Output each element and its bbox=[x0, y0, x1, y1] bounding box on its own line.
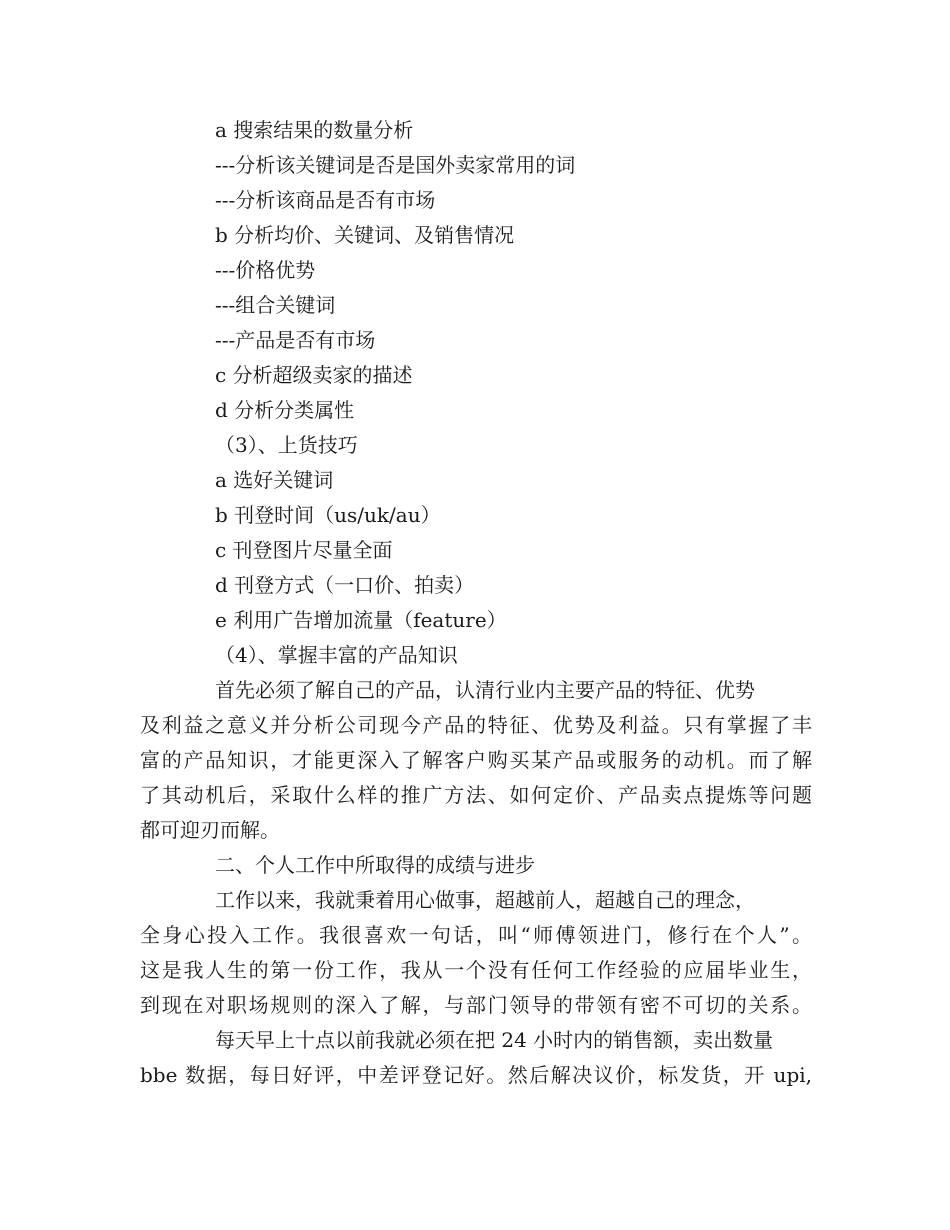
outline-item: d 分析分类属性 bbox=[215, 398, 355, 422]
paragraph-line: 首先必须了解自己的产品，认清行业内主要产品的特征、优势 bbox=[215, 678, 755, 702]
paragraph-line: 全身心投入工作。我很喜欢一句话，叫“师傅领进门，修行在个人”。 bbox=[140, 923, 812, 947]
paragraph-line: 及利益之意义并分析公司现今产品的特征、优势及利益。只有掌握了丰 bbox=[140, 713, 812, 737]
outline-item: ---组合关键词 bbox=[215, 293, 336, 317]
paragraph-line: 了其动机后，采取什么样的推广方法、如何定价、产品卖点提炼等问题 bbox=[140, 783, 812, 807]
outline-item: ---分析该关键词是否是国外卖家常用的词 bbox=[215, 153, 576, 177]
outline-item: c 分析超级卖家的描述 bbox=[215, 363, 413, 387]
outline-item: a 选好关键词 bbox=[215, 468, 334, 492]
outline-item: c 刊登图片尽量全面 bbox=[215, 538, 393, 562]
paragraph-line: 都可迎刃而解。 bbox=[140, 818, 280, 842]
subsection-heading: （3）、上货技巧 bbox=[215, 433, 358, 457]
outline-item: a 搜索结果的数量分析 bbox=[215, 118, 414, 142]
outline-item: b 刊登时间（us/uk/au） bbox=[215, 503, 441, 527]
outline-item: d 刊登方式（一口价、拍卖） bbox=[215, 573, 475, 597]
outline-item: e 利用广告增加流量（feature） bbox=[215, 608, 507, 632]
paragraph-line: 这是我人生的第一份工作，我从一个没有任何工作经验的应届毕业生， bbox=[140, 958, 812, 982]
outline-item: ---分析该商品是否有市场 bbox=[215, 188, 436, 212]
subsection-heading: （4）、掌握丰富的产品知识 bbox=[215, 643, 458, 667]
paragraph-line: 工作以来，我就秉着用心做事，超越前人，超越自己的理念， bbox=[215, 888, 755, 912]
paragraph-line: 到现在对职场规则的深入了解，与部门领导的带领有密不可切的关系。 bbox=[140, 993, 812, 1017]
outline-item: b 分析均价、关键词、及销售情况 bbox=[215, 223, 515, 247]
paragraph-line: 每天早上十点以前我就必须在把 24 小时内的销售额，卖出数量 bbox=[215, 1028, 774, 1052]
section-heading: 二、个人工作中所取得的成绩与进步 bbox=[215, 853, 535, 877]
outline-item: ---价格优势 bbox=[215, 258, 316, 282]
paragraph-line: bbe 数据，每日好评，中差评登记好。然后解决议价，标发货，开 upi, bbox=[140, 1063, 812, 1087]
outline-item: ---产品是否有市场 bbox=[215, 328, 376, 352]
paragraph-line: 富的产品知识，才能更深入了解客户购买某产品或服务的动机。而了解 bbox=[140, 748, 812, 772]
